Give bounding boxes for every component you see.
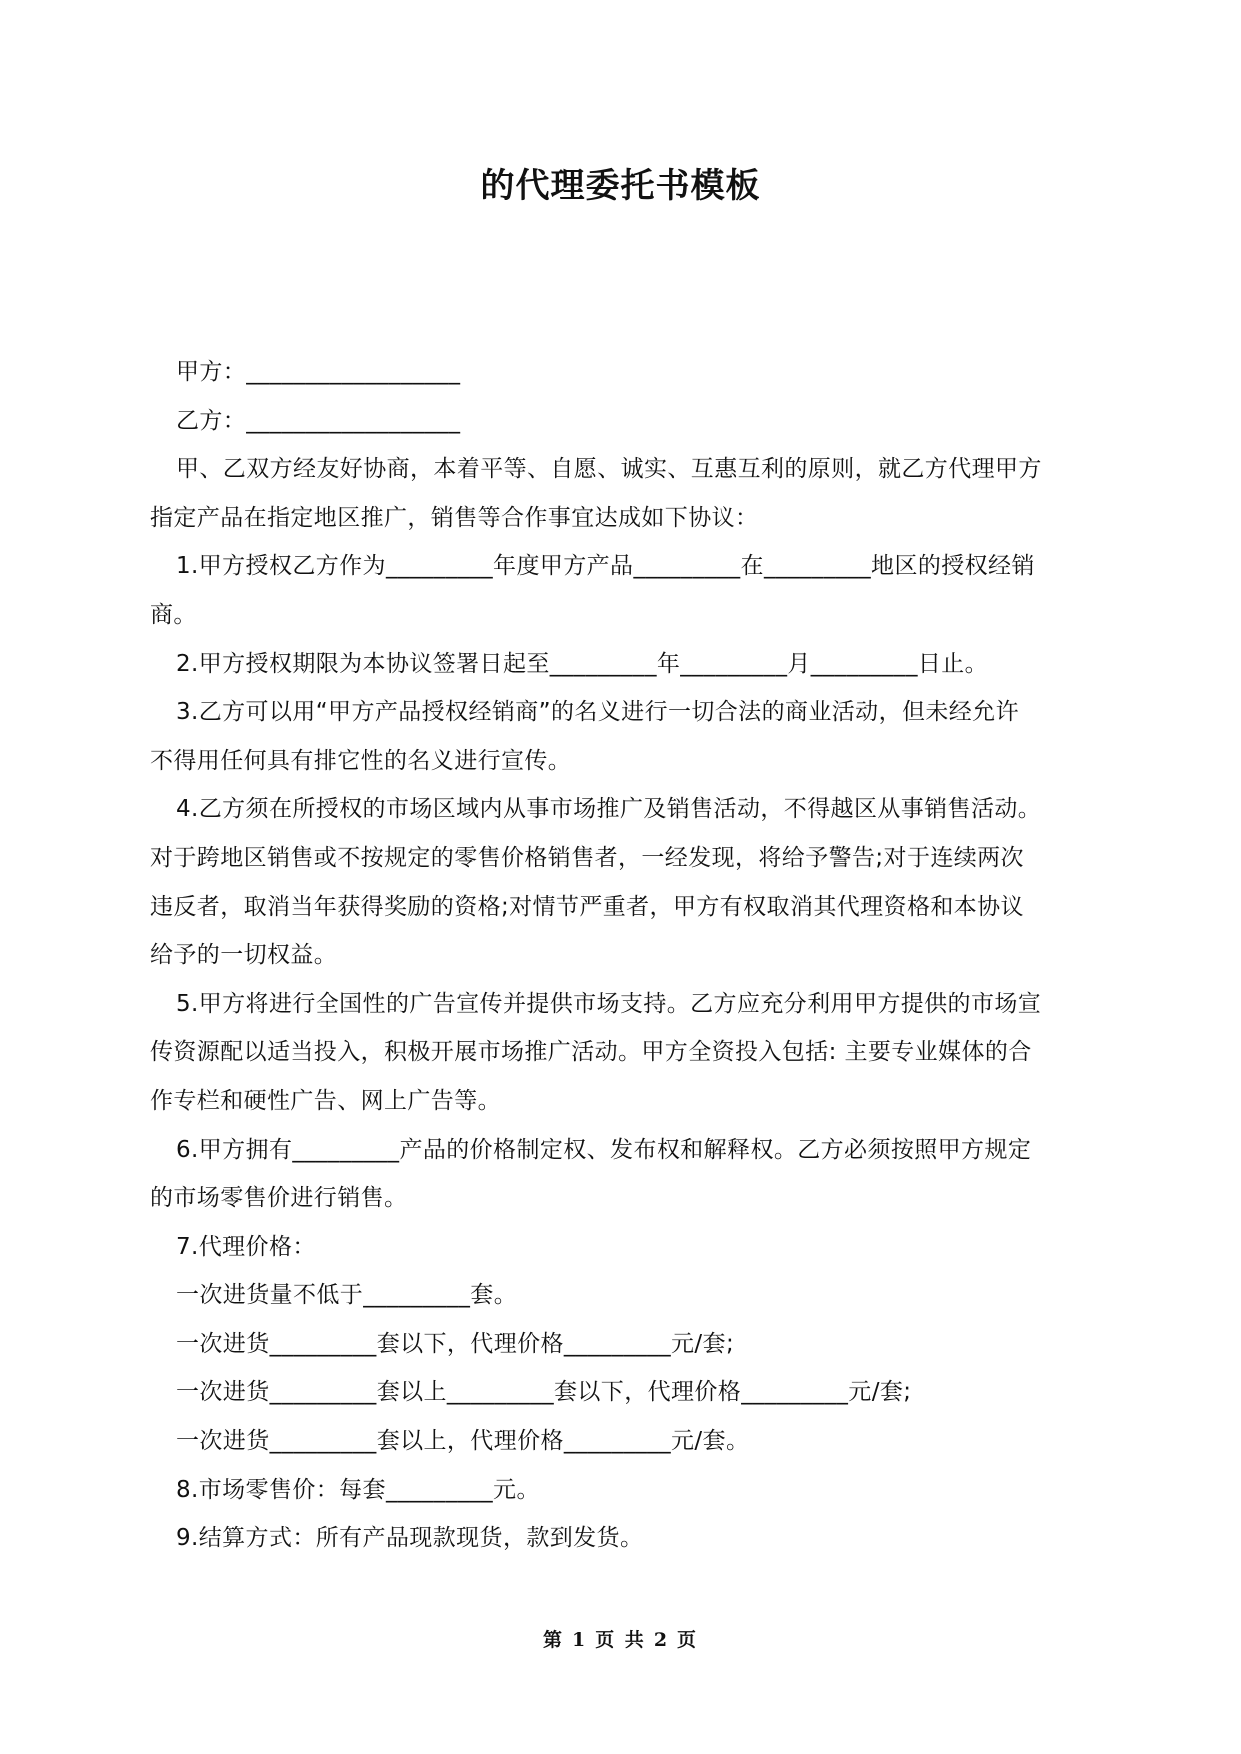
clause-4-line: 违反者，取消当年获得奖励的资格;对情节严重者，甲方有权取消其代理资格和本协议 [150, 893, 1024, 920]
clause-4-line: 4.乙方须在所授权的市场区域内从事市场推广及销售活动，不得越区从事销售活动。 [176, 796, 1042, 823]
price-tier-line: 一次进货量不低于_________套。 [176, 1282, 518, 1309]
clause-6-line: 6.甲方拥有_________产品的价格制定权、发布权和解释权。乙方必须按照甲方规定 [176, 1136, 1032, 1163]
price-tier-line: 一次进货_________套以上，代理价格_________元/套。 [176, 1428, 750, 1455]
clause-2-line: 2.甲方授权期限为本协议签署日起至_________年_________月_________日止。 [176, 650, 989, 677]
clause-5-line: 传资源配以适当投入，积极开展市场推广活动。甲方全资投入包括: 主要专业媒体的合 [150, 1039, 1032, 1066]
clause-4-line: 对于跨地区销售或不按规定的零售价格销售者，一经发现，将给予警告;对于连续两次 [150, 844, 1024, 871]
document-title: 的代理委托书模板 [480, 166, 761, 206]
footer-suffix: 页 [677, 1629, 699, 1651]
footer-page-number: 1 [571, 1629, 588, 1651]
preamble-line: 指定产品在指定地区推广，销售等合作事宜达成如下协议： [150, 504, 759, 531]
page-footer [0, 1625, 1241, 1652]
clause-5-line: 5.甲方将进行全国性的广告宣传并提供市场支持。乙方应充分利用甲方提供的市场宣 [176, 990, 1042, 1017]
preamble-line: 甲、乙双方经友好协商，本着平等、自愿、诚实、互惠互利的原则，就乙方代理甲方 [176, 456, 1042, 483]
party-b-line: 乙方：__________________ [176, 407, 461, 434]
clause-3-line: 不得用任何具有排它性的名义进行宣传。 [150, 747, 572, 774]
clause-3-line: 3.乙方可以用“甲方产品授权经销商”的名义进行一切合法的商业活动，但未经允许 [176, 699, 1019, 726]
clause-4-line: 给予的一切权益。 [150, 942, 338, 969]
party-a-line: 甲方：__________________ [176, 359, 461, 385]
footer-page-total: 2 [653, 1629, 670, 1651]
clause-9-line: 9.结算方式：所有产品现款现货，款到发货。 [176, 1525, 644, 1552]
document-body [150, 348, 1110, 1563]
footer-prefix: 第 [542, 1629, 564, 1651]
clause-6-line: 的市场零售价进行销售。 [150, 1185, 408, 1212]
clause-1-line: 商。 [150, 601, 197, 628]
price-tier-line: 一次进货_________套以下，代理价格_________元/套; [176, 1330, 735, 1357]
clause-1-line: 1.甲方授权乙方作为_________年度甲方产品_________在_________地区的授权经销 [176, 553, 1035, 580]
clause-7-heading: 7.代理价格： [176, 1233, 316, 1260]
footer-middle: 页 共 [595, 1629, 646, 1651]
price-tier-line: 一次进货_________套以上_________套以下，代理价格_________元/套; [176, 1379, 912, 1406]
clause-8-line: 8.市场零售价：每套_________元。 [176, 1476, 540, 1503]
clause-5-line: 作专栏和硬性广告、网上广告等。 [150, 1087, 501, 1114]
